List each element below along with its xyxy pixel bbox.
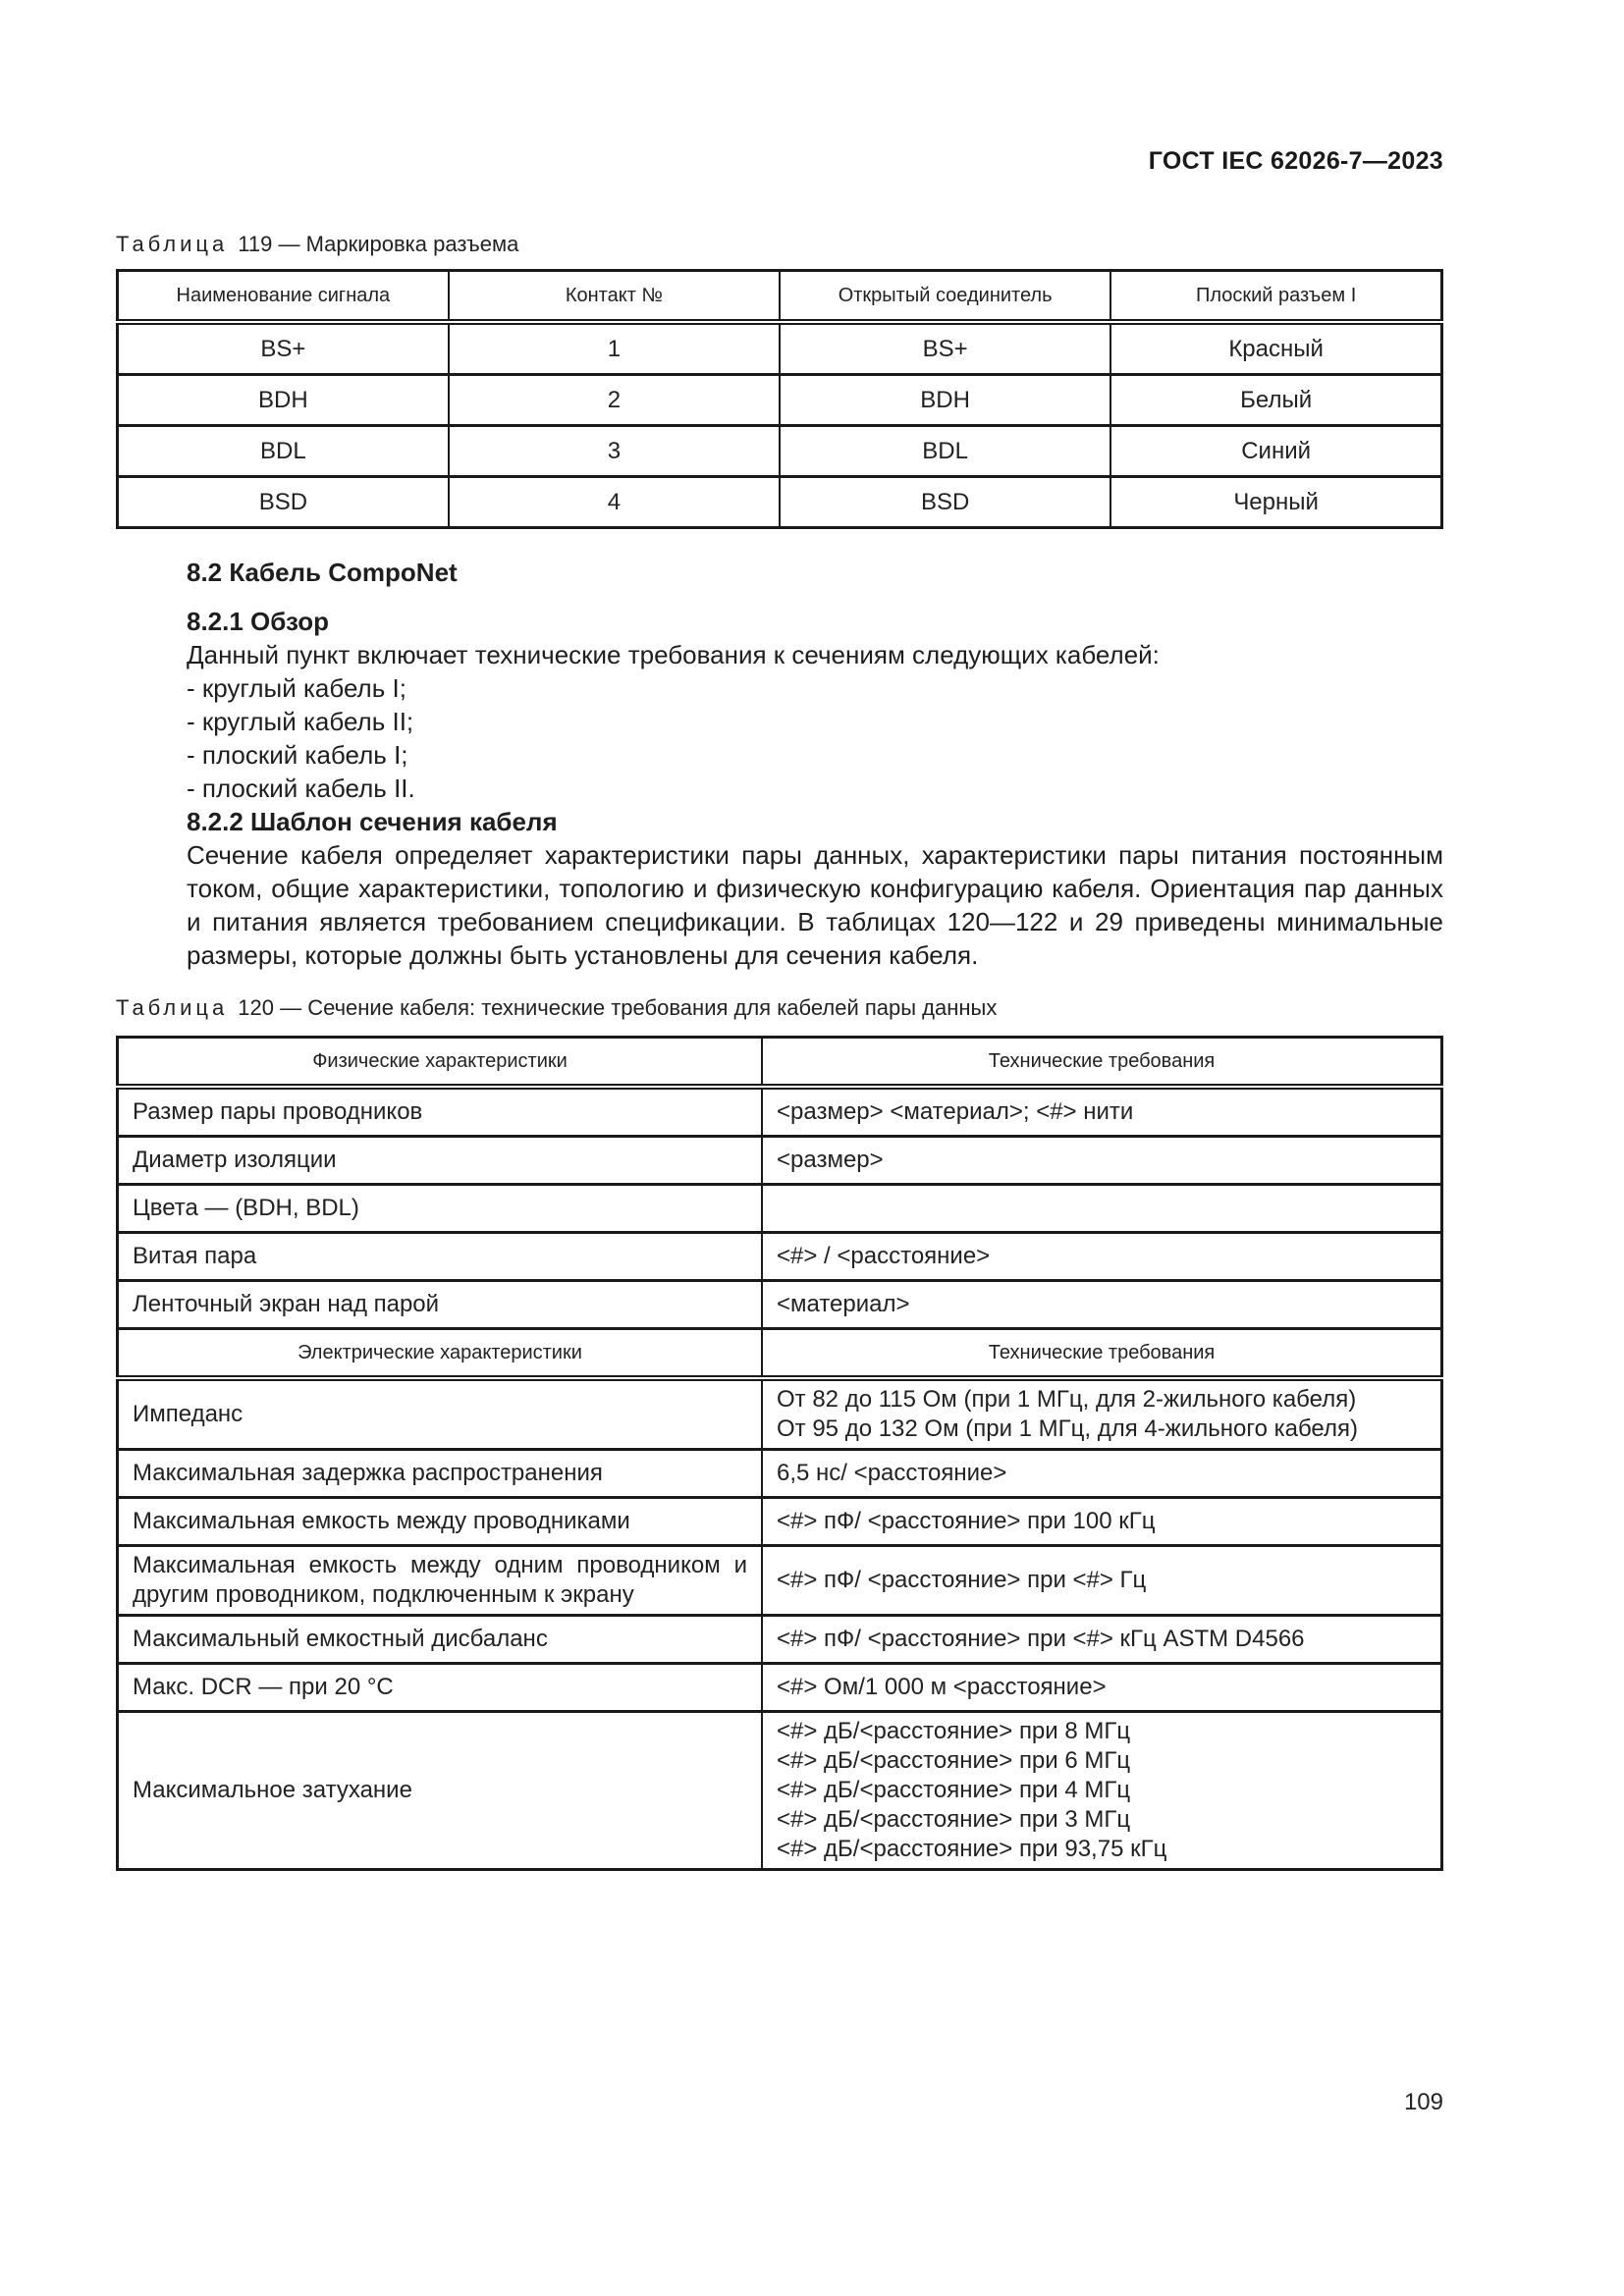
characteristic-cell: Максимальное затухание (118, 1712, 763, 1870)
section-8-2-1-title: 8.2.1 Обзор (187, 607, 330, 636)
characteristic-cell: Макс. DCR — при 20 °C (118, 1664, 763, 1712)
table-cell: BSD (780, 477, 1110, 528)
table-cell: BSD (118, 477, 449, 528)
requirement-cell (762, 1712, 1442, 1870)
table-cell: BS+ (118, 322, 449, 375)
requirement-line: <#> дБ/<расстояние> при 6 МГц (777, 1747, 1131, 1774)
table-row (118, 322, 1442, 375)
requirement-cell (762, 1378, 1442, 1450)
table-cell: BDH (780, 375, 1110, 426)
requirement-cell: <#> пФ/ <расстояние> при <#> кГц ASTM D4566 (762, 1616, 1442, 1664)
electrical-header-row (118, 1329, 1442, 1379)
column-header: Контакт № (449, 271, 780, 323)
table-cell: BDH (118, 375, 449, 426)
requirement-cell: <#> / <расстояние> (762, 1233, 1442, 1281)
characteristic-cell: Витая пара (118, 1233, 763, 1281)
requirement-line: <#> дБ/<расстояние> при 8 МГц (777, 1718, 1131, 1744)
characteristic-cell: Размер пары проводников (118, 1087, 763, 1137)
column-header: Плоский разъем I (1110, 271, 1441, 323)
table-row (118, 426, 1442, 477)
requirement-cell: <размер> <материал>; <#> нити (762, 1087, 1442, 1137)
list-item: - плоский кабель I; (187, 740, 408, 770)
physical-header-row (118, 1038, 1442, 1088)
caption-text: 120 — Сечение кабеля: технические требования для кабелей пары данных (238, 995, 998, 1020)
column-header: Электрические характеристики (118, 1329, 763, 1379)
table-row (118, 1185, 1442, 1233)
characteristic-cell: Максимальная емкость между одним проводником и другим проводником, подключенным к экрану (118, 1546, 763, 1616)
requirement-line: <#> дБ/<расстояние> при 3 МГц (777, 1806, 1131, 1833)
characteristic-cell: Импеданс (118, 1378, 763, 1450)
characteristic-cell: Диаметр изоляции (118, 1137, 763, 1185)
section-8-2-2-paragraph (187, 838, 1443, 972)
table-119-caption (116, 232, 518, 257)
table-row (118, 1450, 1442, 1498)
table-120 (116, 1036, 1443, 1871)
characteristic-cell: Максимальный емкостный дисбаланс (118, 1616, 763, 1664)
table-row (118, 1233, 1442, 1281)
table-cell: Синий (1110, 426, 1441, 477)
caption-prefix: Таблица (116, 232, 229, 256)
requirement-cell (762, 1185, 1442, 1233)
column-header: Открытый соединитель (780, 271, 1110, 323)
table-row (118, 1137, 1442, 1185)
characteristic-cell: Максимальная емкость между проводниками (118, 1498, 763, 1546)
table-row (118, 477, 1442, 528)
table-120-caption (116, 995, 997, 1021)
list-item: - плоский кабель II. (187, 774, 415, 803)
list-item: - круглый кабель II; (187, 707, 414, 736)
table-cell: 1 (449, 322, 780, 375)
requirement-cell: <размер> (762, 1137, 1442, 1185)
caption-prefix: Таблица (116, 995, 229, 1020)
requirement-line: <#> дБ/<расстояние> при 4 МГц (777, 1777, 1131, 1803)
table-cell: BS+ (780, 322, 1110, 375)
requirement-cell: <#> Ом/1 000 м <расстояние> (762, 1664, 1442, 1712)
column-header: Наименование сигнала (118, 271, 449, 323)
column-header: Технические требования (762, 1038, 1442, 1088)
requirement-cell: <материал> (762, 1281, 1442, 1329)
characteristic-cell: Максимальная задержка распространения (118, 1450, 763, 1498)
table-cell: 2 (449, 375, 780, 426)
caption-text: 119 — Маркировка разъема (238, 232, 519, 256)
section-8-2-1-intro: Данный пункт включает технические требования к сечениям следующих кабелей: (187, 640, 1160, 669)
characteristic-cell: Цвета — (BDH, BDL) (118, 1185, 763, 1233)
list-item: - круглый кабель I; (187, 673, 406, 703)
table-row (118, 1378, 1442, 1450)
section-8-2-1 (187, 605, 1443, 972)
document-id: ГОСТ IEC 62026-7—2023 (1148, 147, 1443, 175)
table-cell: BDL (118, 426, 449, 477)
table-cell: 3 (449, 426, 780, 477)
requirement-line: От 82 до 115 Ом (при 1 МГц, для 2-жильного кабеля) (777, 1386, 1357, 1413)
table-row (118, 1616, 1442, 1664)
paragraph-text: Сечение кабеля определяет характеристики пары данных, характеристики пары питания постоянным током, общие характеристики, топологию и физическую конфигурацию кабеля. Ориентация пар данных и питания является требованием спецификации. В таблицах 120—122 и 29 приведены минимальные размеры, которые должны быть установлены для сечения кабеля. (187, 840, 1443, 970)
requirement-line: От 95 до 132 Ом (при 1 МГц, для 4-жильного кабеля) (777, 1415, 1358, 1442)
requirement-line: <#> дБ/<расстояние> при 93,75 кГц (777, 1836, 1167, 1862)
requirement-cell: 6,5 нс/ <расстояние> (762, 1450, 1442, 1498)
characteristic-cell: Ленточный экран над парой (118, 1281, 763, 1329)
column-header: Технические требования (762, 1329, 1442, 1379)
table-cell: BDL (780, 426, 1110, 477)
requirement-cell: <#> пФ/ <расстояние> при <#> Гц (762, 1546, 1442, 1616)
table-row (118, 1712, 1442, 1870)
table-119 (116, 269, 1443, 529)
requirement-cell: <#> пФ/ <расстояние> при 100 кГц (762, 1498, 1442, 1546)
table-row (118, 1546, 1442, 1616)
table-row (118, 375, 1442, 426)
table-row (118, 1498, 1442, 1546)
page-number: 109 (1403, 2089, 1443, 2115)
table-cell: Черный (1110, 477, 1441, 528)
table-cell: Красный (1110, 322, 1441, 375)
table-row (118, 1087, 1442, 1137)
section-8-2-title: 8.2 Кабель CompoNet (187, 558, 458, 587)
table-row (118, 1281, 1442, 1329)
table-row (118, 1664, 1442, 1712)
column-header: Физические характеристики (118, 1038, 763, 1088)
table-cell: 4 (449, 477, 780, 528)
section-8-2-2-title: 8.2.2 Шаблон сечения кабеля (187, 807, 558, 836)
table-header-row (118, 271, 1442, 323)
table-cell: Белый (1110, 375, 1441, 426)
